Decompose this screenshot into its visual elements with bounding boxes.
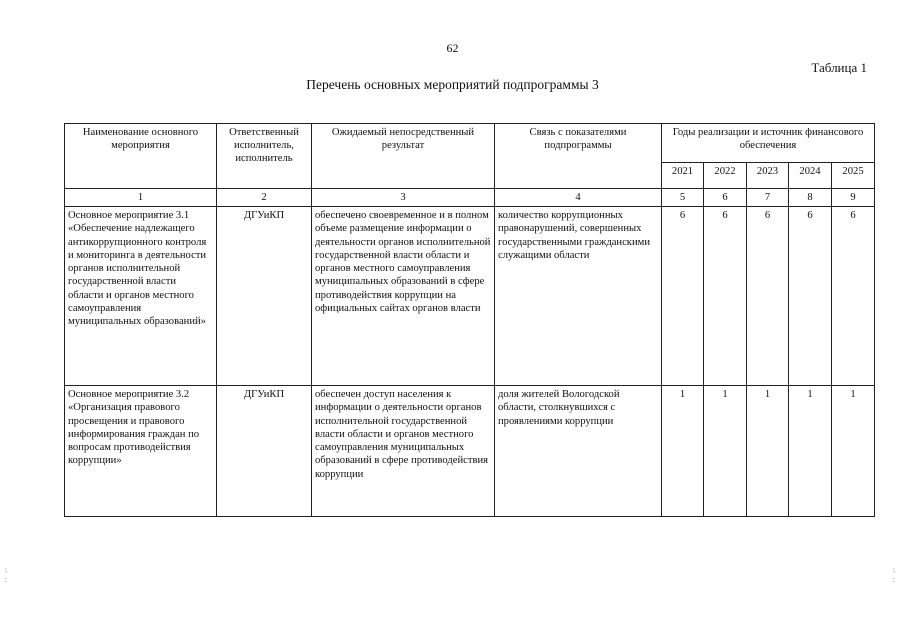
column-numbers-row (65, 189, 875, 207)
header-indicator-link: Связь с показателями подпрограммы (495, 124, 662, 189)
indicator: количество коррупционных правонарушений, совершенных государственными гражданскими служащими области (495, 207, 662, 386)
scan-mark-left: : : (5, 566, 7, 584)
expected-result: обеспечен доступ населения к информации о деятельности органов исполнительной государственной власти области и органов местного самоуправления муниципальных образований в сфере противодействия коррупции (312, 386, 495, 517)
year-header: 2024 (789, 163, 832, 189)
year-value: 1 (662, 386, 704, 517)
year-header: 2022 (704, 163, 747, 189)
year-value: 6 (789, 207, 832, 386)
column-number: 1 (65, 189, 217, 207)
scan-mark-right: : : (893, 566, 895, 584)
column-number: 6 (704, 189, 747, 207)
year-header: 2025 (832, 163, 875, 189)
header-expected-result: Ожидаемый непосредственный результат (312, 124, 495, 189)
table-label: Таблица 1 (811, 60, 867, 75)
column-number: 4 (495, 189, 662, 207)
year-value: 1 (747, 386, 789, 517)
year-value: 1 (789, 386, 832, 517)
year-value: 6 (704, 207, 747, 386)
expected-result: обеспечено своевременное и в полном объеме размещение информации о деятельности органов исполнительной государственной власти области и органов местного самоуправления муниципальных образований в сфере противодействия коррупции на официальных сайтах органов власти (312, 207, 495, 386)
executor: ДГУиКП (217, 207, 312, 386)
header-years: Годы реализации и источник финансового обеспечения (662, 124, 875, 163)
column-number: 3 (312, 189, 495, 207)
measure-name: Основное мероприятие 3.1 «Обеспечение надлежащего антикоррупционного контроля и мониторинга в деятельности органов исполнительной государственной власти области и органов местного самоуправления муниципальных образований» (65, 207, 217, 386)
header-executor: Ответственный исполнитель, исполнитель (217, 124, 312, 189)
column-number: 7 (747, 189, 789, 207)
year-value: 6 (832, 207, 875, 386)
year-header: 2023 (747, 163, 789, 189)
year-value: 1 (704, 386, 747, 517)
year-value: 1 (832, 386, 875, 517)
column-number: 5 (662, 189, 704, 207)
page-number: 62 (446, 41, 459, 55)
year-header: 2021 (662, 163, 704, 189)
year-value: 6 (747, 207, 789, 386)
year-value: 6 (662, 207, 704, 386)
column-number: 2 (217, 189, 312, 207)
column-number: 8 (789, 189, 832, 207)
column-number: 9 (832, 189, 875, 207)
executor: ДГУиКП (217, 386, 312, 517)
table-row (65, 386, 875, 517)
table-row (65, 207, 875, 386)
measure-name: Основное мероприятие 3.2 «Организация правового просвещения и правового информирования граждан по вопросам противодействия коррупции» (65, 386, 217, 517)
measures-table (64, 123, 875, 517)
document-title: Перечень основных мероприятий подпрограммы 3 (306, 77, 599, 92)
indicator: доля жителей Вологодской области, столкнувшихся с проявлениями коррупции (495, 386, 662, 517)
header-measure-name: Наименование основного мероприятия (65, 124, 217, 189)
header-row (65, 124, 875, 163)
